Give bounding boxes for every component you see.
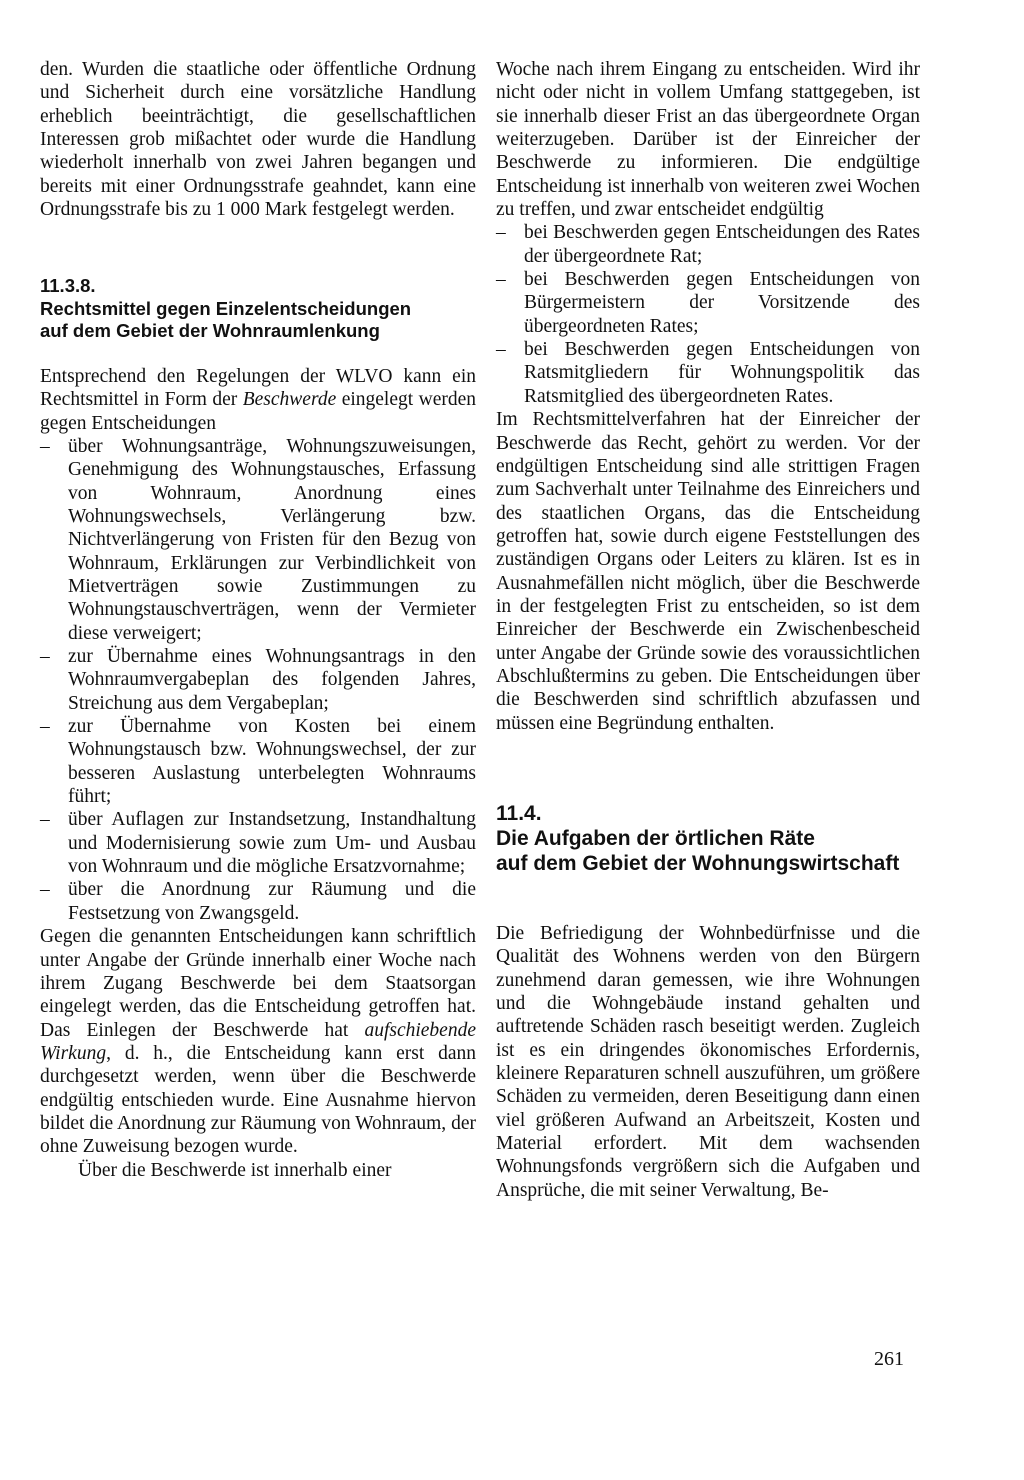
list-item	[40, 878, 476, 925]
left-dash-list	[40, 435, 476, 925]
list-item-text: bei Beschwerden gegen Entscheidungen des Rates der übergeordnete Rat;	[524, 222, 920, 267]
dash-marker: –	[40, 809, 50, 831]
left-intro-paragraph	[40, 365, 476, 435]
right-paragraph-2: Im Rechtsmittelverfahren hat der Einreicher der Beschwerde das Recht, gehört zu werden. Vor der endgültigen Entscheidung sind alle strittigen Fragen zum Sachverhalt unter Teilnahme des Einreichers und des staatlichen Organs, das die Entscheidung getroffen hat, sowie durch eigene Feststellungen des zuständigen Organs oder Leiters zu klären. Ist es in Ausnahmefällen nicht möglich, über die Beschwerde in der festgelegten Frist zu entscheiden, so ist dem Einreicher der Beschwerde ein Zwischenbescheid unter Angabe der Gründe sowie des voraussichtlichen Abschlußtermins zu geben. Die Entscheidungen über die Beschwerden sind schriftlich abzufassen und müssen eine Begründung enthalten.	[496, 409, 920, 734]
list-item-text: über die Anordnung zur Räumung und die Festsetzung von Zwangsgeld.	[68, 879, 476, 924]
list-item-text: bei Beschwerden gegen Entscheidungen von Bürgermeistern der Vorsitzende des übergeordneten Rates;	[524, 269, 920, 337]
intro-text: Entsprechend den Regelungen der WLVO kann ein Rechtsmittel in Form der	[40, 365, 476, 411]
list-item-text: über Wohnungsanträge, Wohnungszuweisungen, Genehmigung des Wohnungstausches, Erfassung von Wohnraum, Anordnung eines Wohnungswechsels, Verlängerung bzw. Nichtverlängerung von Fristen für den Bezug von Wohnraum, Erklärungen zur Verbindlichkeit von Mietverträgen sowie Zustimmungen zu Wohnungstauschverträgen, wenn der Vermieter diese verweigert;	[68, 435, 476, 644]
p3-text: Gegen die genannten Entscheidungen kann schriftlich unter Angabe der Gründe innerhalb einer Woche nach ihrem Zugang Beschwerde bei dem Staatsorgan eingelegt werden, das die Entscheidung getroffen hat. Das Einlegen der Beschwerde hat	[40, 926, 476, 1041]
spacer	[496, 735, 920, 801]
spacer	[40, 221, 476, 275]
left-paragraph-3	[40, 925, 476, 1158]
section-title-line-1: Die Aufgaben der örtlichen Räte	[496, 826, 815, 850]
dash-marker: –	[40, 879, 50, 901]
right-dash-list	[496, 221, 920, 408]
p3-emphasis: aufschiebende Wirkung	[40, 1019, 476, 1064]
section-title-line-1: Rechtsmittel gegen Einzelentscheidungen	[40, 297, 412, 319]
section-number: 11.4.	[496, 801, 542, 825]
right-paragraph-3: Die Befriedigung der Wohnbedürfnisse und die Qualität des Wohnens werden von den Bürgern zunehmend daran gemessen, wie ihre Wohnungen und die Wohngebäude instand gehalten und auftretende Schäden rasch beseitigt werden. Zugleich ist es ein dringendes ökonomisches Erfordernis, kleinere Reparaturen schnell auszuführen, um größere Schäden zu vermeiden, deren Beseitigung dann einen viel größeren Aufwand an Arbeitszeit, Kosten und Material erfordert. Mit dem wachsenden Wohnungsfonds vergrößern sich die Aufgaben und Ansprüche, die mit seiner Verwaltung, Be-	[496, 922, 920, 1201]
list-item-text: zur Übernahme eines Wohnungsantrags in den Wohnraumvergabeplan des folgenden Jahres, Streichung aus dem Vergabeplan;	[68, 646, 476, 714]
section-heading-11-4	[496, 801, 920, 876]
dash-marker: –	[496, 339, 506, 361]
list-item-text: zur Übernahme von Kosten bei einem Wohnungstausch bzw. Wohnungswechsel, der zur besseren Auslastung unterbelegten Wohnraums führt;	[68, 716, 476, 808]
list-item	[40, 435, 476, 645]
page-number: 261	[874, 1348, 904, 1370]
section-title-line-2: auf dem Gebiet der Wohnraumlenkung	[40, 320, 380, 342]
list-item	[496, 221, 920, 268]
intro-emphasis: Beschwerde	[242, 389, 337, 411]
right-paragraph-1: Woche nach ihrem Eingang zu entscheiden. Wird ihr nicht oder nicht in vollem Umfang stattgegeben, ist sie innerhalb dieser Frist an das übergeordnete Organ weiterzugeben. Darüber ist der Einreicher der Beschwerde zu informieren. Die endgültige Entscheidung ist innerhalb von weiteren zwei Wochen zu treffen, und zwar entscheidet endgültig	[496, 59, 920, 221]
list-item	[40, 715, 476, 808]
left-paragraph-1: den. Wurden die staatliche oder öffentliche Ordnung und Sicherheit durch eine vorsätzliche Handlung erheblich beeinträchtigt, die gesellschaftlichen Interessen grob mißachtet oder wurde die Handlung wiederholt innerhalb von zwei Jahren begangen und bereits mit einer Ordnungsstrafe geahndet, kann eine Ordnungsstrafe bis zu 1 000 Mark festgelegt werden.	[40, 59, 476, 221]
list-item-text: bei Beschwerden gegen Entscheidungen von Ratsmitgliedern für Wohnungspolitik das Ratsmitglied des übergeordneten Rates.	[524, 339, 920, 407]
dash-marker: –	[40, 435, 50, 457]
list-item	[496, 338, 920, 408]
intro-text-end: eingelegt werden gegen Entscheidungen	[40, 389, 477, 434]
spacer	[496, 876, 920, 922]
dash-marker: –	[40, 646, 50, 668]
list-item	[496, 268, 920, 338]
section-number: 11.3.8.	[40, 275, 96, 297]
section-title-line-2: auf dem Gebiet der Wohnungswirtschaft	[496, 851, 900, 875]
right-column	[496, 58, 920, 1202]
section-heading-11-3-8	[40, 275, 476, 343]
dash-marker: –	[496, 269, 506, 291]
list-item-text: über Auflagen zur Instandsetzung, Instandhaltung und Modernisierung sowie zum Um- und Ausbau von Wohnraum und die mögliche Ersatzvornahme;	[68, 809, 476, 878]
left-column	[40, 58, 476, 1182]
list-item	[40, 808, 476, 878]
spacer	[40, 343, 476, 365]
left-paragraph-4: Über die Beschwerde ist innerhalb einer	[78, 1159, 392, 1181]
p3-text-end: , d. h., die Entscheidung kann erst dann durchgesetzt werden, wenn über die Beschwerde endgültig entschieden wurde. Eine Ausnahme hiervon bildet die Anordnung zur Räumung von Wohnraum, der ohne Zuweisung bezogen wurde.	[40, 1042, 476, 1158]
dash-marker: –	[496, 222, 506, 244]
dash-marker: –	[40, 716, 50, 738]
list-item	[40, 645, 476, 715]
